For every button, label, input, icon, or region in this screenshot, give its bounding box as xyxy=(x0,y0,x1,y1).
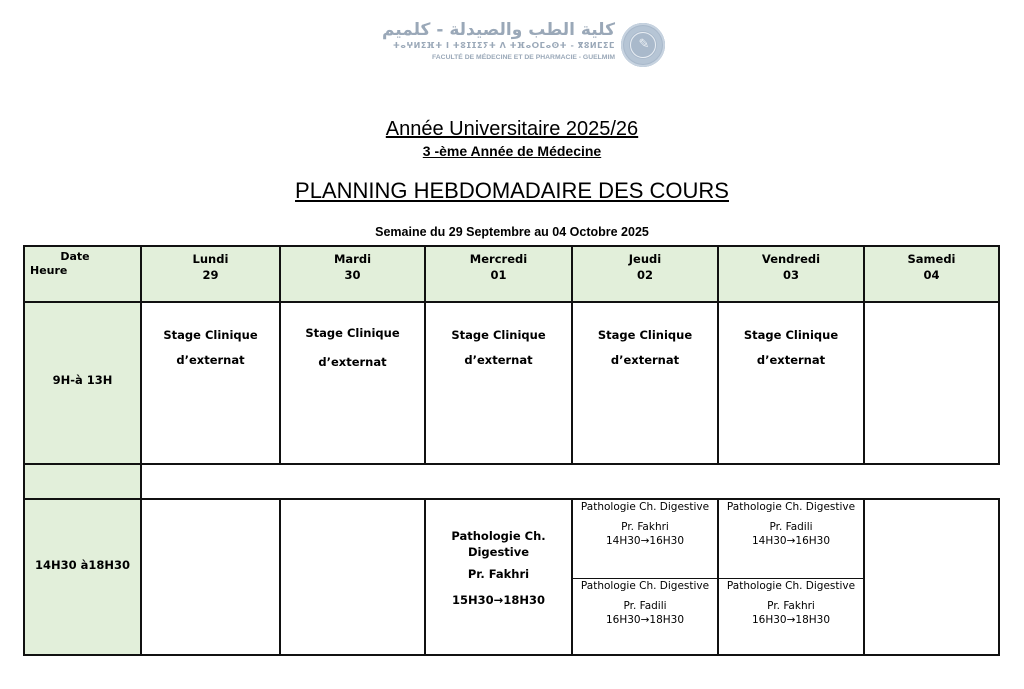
day-header-mercredi xyxy=(424,245,573,303)
break-time-cell xyxy=(23,463,142,500)
time-slot-label: 14H30 à18H30 xyxy=(34,558,131,572)
session-slot-jeudi-2 xyxy=(573,579,717,655)
session-cell-jeudi-afternoon xyxy=(571,498,719,656)
time-slot-morning xyxy=(23,301,142,465)
session-title: Pathologie Ch. Digestive xyxy=(726,501,856,513)
day-date: 03 xyxy=(782,268,799,282)
session-time: 16H30→18H30 xyxy=(751,614,831,626)
day-header-lundi xyxy=(140,245,281,303)
academic-year-text: Année Universitaire 2025/26 xyxy=(385,118,639,140)
session-subtitle: d’externat xyxy=(610,353,680,367)
session-cell-mercredi-afternoon xyxy=(424,498,573,656)
day-date: 30 xyxy=(344,268,361,282)
session-professor: Pr. Fakhri xyxy=(467,567,530,581)
academic-year-title xyxy=(0,117,1024,141)
faculty-name-block xyxy=(345,20,615,63)
session-cell-vendredi-afternoon xyxy=(717,498,865,656)
session-subtitle: d’externat xyxy=(318,355,387,369)
faculty-name-french: FACULTÉ DE MÉDECINE ET DE PHARMACIE - GUELMIM xyxy=(431,54,615,61)
session-slot-vendredi-1 xyxy=(719,500,863,579)
seal-emblem xyxy=(630,32,656,58)
day-date: 02 xyxy=(636,268,653,282)
session-subtitle: d’externat xyxy=(464,353,533,367)
session-time: 14H30→16H30 xyxy=(605,535,685,547)
year-level-title xyxy=(0,142,1024,160)
session-title: Pathologie Ch. Digestive xyxy=(580,580,710,592)
session-title: Stage Clinique xyxy=(163,328,258,342)
session-title: Stage Clinique xyxy=(597,328,693,342)
session-subtitle: d’externat xyxy=(756,353,826,367)
session-title: Stage Clinique xyxy=(451,328,546,342)
day-header-vendredi xyxy=(717,245,865,303)
session-professor: Pr. Fadili xyxy=(623,600,667,612)
planning-title xyxy=(0,178,1024,204)
session-cell-mardi-morning xyxy=(279,301,426,465)
session-cell-samedi-morning xyxy=(863,301,1000,465)
corner-date-label: Date xyxy=(60,250,90,263)
timetable xyxy=(23,245,1000,656)
day-name: Lundi xyxy=(192,252,229,266)
day-name: Mardi xyxy=(333,252,372,266)
session-professor: Pr. Fakhri xyxy=(621,521,669,533)
university-seal-icon xyxy=(621,23,665,67)
session-subtitle: d’externat xyxy=(176,353,245,367)
day-name: Jeudi xyxy=(628,252,662,266)
session-title: Pathologie Ch. Digestive xyxy=(580,501,710,513)
session-title: Stage Clinique xyxy=(305,326,400,340)
time-slot-afternoon xyxy=(23,498,142,656)
week-range: Semaine du 29 Septembre au 04 Octobre 2025 xyxy=(375,225,649,239)
session-cell-vendredi-morning xyxy=(717,301,865,465)
day-name: Vendredi xyxy=(761,252,821,266)
break-row-cell xyxy=(140,463,1000,500)
day-header-mardi xyxy=(279,245,426,303)
session-cell-lundi-morning xyxy=(140,301,281,465)
day-date: 01 xyxy=(490,268,507,282)
session-cell-lundi-afternoon xyxy=(140,498,281,656)
day-header-samedi xyxy=(863,245,1000,303)
planning-title-text: PLANNING HEBDOMADAIRE DES COURS xyxy=(295,178,729,203)
session-cell-mardi-afternoon xyxy=(279,498,426,656)
day-name: Samedi xyxy=(907,252,956,266)
session-cell-jeudi-morning xyxy=(571,301,719,465)
day-date: 04 xyxy=(923,268,940,282)
seal-calligraphy-icon: ✎ xyxy=(638,37,650,52)
session-time: 16H30→18H30 xyxy=(605,614,685,626)
day-date: 29 xyxy=(202,268,219,282)
session-time: 14H30→16H30 xyxy=(751,535,831,547)
session-professor: Pr. Fadili xyxy=(769,521,813,533)
faculty-name-tifinagh: ⵜⴰⵖⵍⵉⴼⵜ ⵏ ⵜⵓⵊⵊⵉⵢⵜ ⴷ ⵜⴼⴰⵔⵎⴰⵙⵜ - ⴳⵓⵍⵎⵉⵎ xyxy=(392,41,615,50)
session-cell-samedi-afternoon xyxy=(863,498,1000,656)
day-header-jeudi xyxy=(571,245,719,303)
corner-heure-label: Heure xyxy=(30,264,68,277)
session-slot-jeudi-1 xyxy=(573,500,717,579)
day-name: Mercredi xyxy=(469,252,528,266)
session-slot-vendredi-2 xyxy=(719,579,863,655)
session-title-line2: Digestive xyxy=(467,545,530,559)
session-title: Stage Clinique xyxy=(743,328,839,342)
session-time: 15H30→18H30 xyxy=(452,593,545,607)
session-professor: Pr. Fakhri xyxy=(767,600,815,612)
time-slot-label: 9H-à 13H xyxy=(52,373,113,387)
session-title: Pathologie Ch. Digestive xyxy=(726,580,856,592)
corner-header-cell xyxy=(23,245,142,303)
session-cell-mercredi-morning xyxy=(424,301,573,465)
faculty-name-arabic: كلية الطب والصيدلة - كلميم xyxy=(381,20,615,40)
year-level-text: 3 -ème Année de Médecine xyxy=(422,143,602,159)
session-title-line1: Pathologie Ch. xyxy=(451,529,546,543)
faculty-logo xyxy=(345,20,665,72)
